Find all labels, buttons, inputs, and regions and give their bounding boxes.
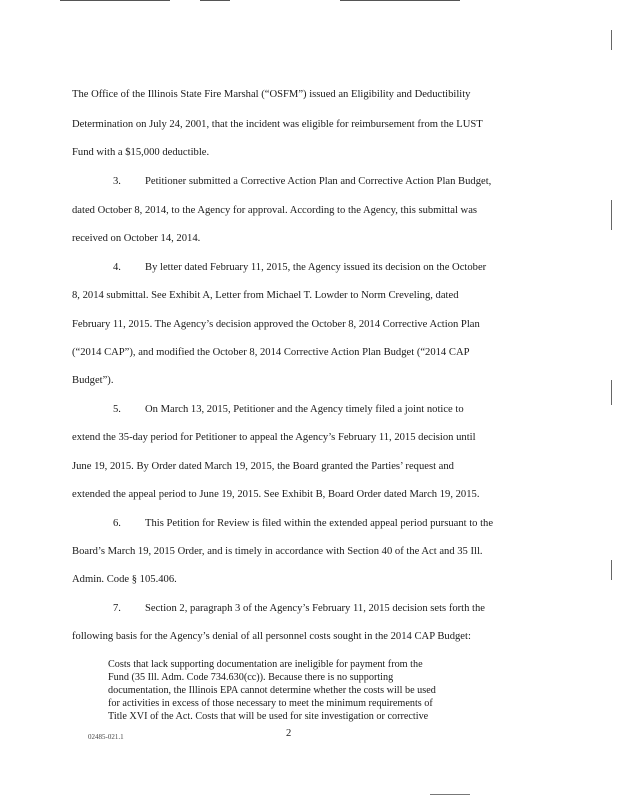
text-line: Admin. Code § 105.406. [72, 574, 177, 585]
quote-line: Title XVI of the Act. Costs that will be used for site investigation or corrective [108, 711, 429, 722]
footer-code: 02485-021.1 [88, 733, 124, 741]
paragraph-number: 5. [113, 404, 121, 415]
text-line: received on October 14, 2014. [72, 233, 201, 244]
top-rule-right [340, 0, 460, 1]
text-line: extended the appeal period to June 19, 2015. See Exhibit B, Board Order dated March 19, 2015. [72, 489, 480, 500]
right-edge-mark [611, 30, 612, 50]
right-edge-mark [611, 560, 612, 580]
quote-line: for activities in excess of those necessary to meet the minimum requirements of [108, 698, 433, 709]
top-rule-left [60, 0, 170, 1]
text-line: Fund with a $15,000 deductible. [72, 147, 210, 158]
text-line: following basis for the Agency’s denial of all personnel costs sought in the 2014 CAP Budget: [72, 631, 471, 642]
text-line: June 19, 2015. By Order dated March 19, 2015, the Board granted the Parties’ request and [72, 461, 454, 472]
text-line: On March 13, 2015, Petitioner and the Agency timely filed a joint notice to [145, 404, 464, 415]
paragraph-number: 7. [113, 603, 121, 614]
text-line: The Office of the Illinois State Fire Marshal (“OSFM”) issued an Eligibility and Deductibility [72, 89, 471, 100]
right-edge-mark [611, 380, 612, 405]
text-line: dated October 8, 2014, to the Agency for approval. According to the Agency, this submittal was [72, 205, 478, 216]
text-line: (“2014 CAP”), and modified the October 8, 2014 Corrective Action Plan Budget (“2014 CAP [72, 347, 470, 358]
page-number: 2 [286, 728, 292, 739]
quote-line: Costs that lack supporting documentation are ineligible for payment from the [108, 659, 423, 670]
text-line: Section 2, paragraph 3 of the Agency’s February 11, 2015 decision sets forth the [145, 603, 485, 614]
text-line: Board’s March 19, 2015 Order, and is timely in accordance with Section 40 of the Act and 35 Ill. [72, 546, 483, 557]
paragraph-number: 3. [113, 176, 121, 187]
quote-line: documentation, the Illinois EPA cannot determine whether the costs will be used [108, 685, 436, 696]
paragraph-number: 6. [113, 518, 121, 529]
text-line: Budget”). [72, 375, 114, 386]
top-rule-center [200, 0, 230, 1]
text-line: Petitioner submitted a Corrective Action Plan and Corrective Action Plan Budget, [145, 176, 492, 187]
bottom-rule [430, 794, 470, 795]
text-line: 8, 2014 submittal. See Exhibit A, Letter from Michael T. Lowder to Norm Creveling, dated [72, 290, 459, 301]
text-line: extend the 35-day period for Petitioner to appeal the Agency’s February 11, 2015 decision until [72, 432, 476, 443]
right-edge-mark [611, 200, 612, 230]
paragraph-number: 4. [113, 262, 121, 273]
text-line: February 11, 2015. The Agency’s decision approved the October 8, 2014 Corrective Action Plan [72, 319, 480, 330]
text-line: This Petition for Review is filed within the extended appeal period pursuant to the [145, 518, 494, 529]
text-line: By letter dated February 11, 2015, the Agency issued its decision on the October [145, 262, 487, 273]
quote-line: Fund (35 Ill. Adm. Code 734.630(cc)). Because there is no supporting [108, 672, 394, 683]
text-line: Determination on July 24, 2001, that the incident was eligible for reimbursement from the LUST [72, 119, 483, 130]
